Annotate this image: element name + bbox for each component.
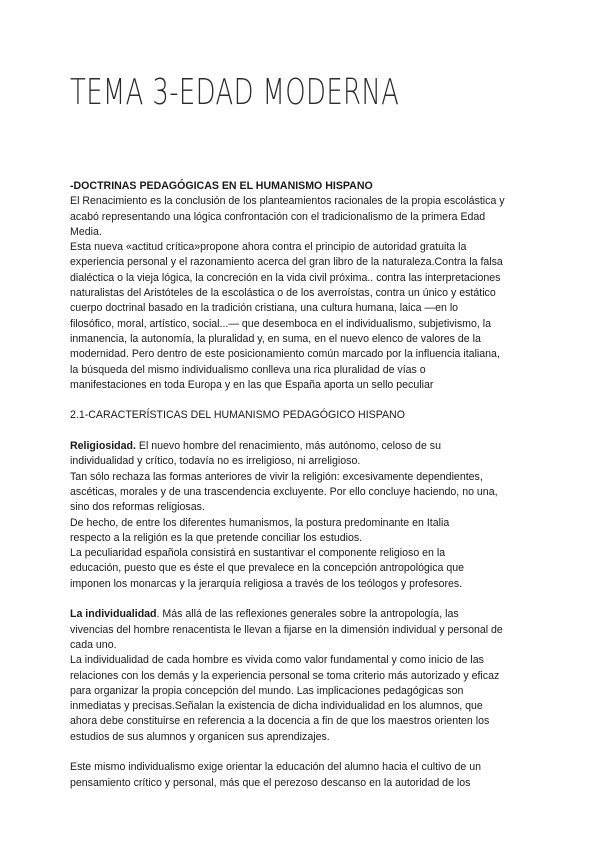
individualidad-first-line: [70, 607, 550, 622]
text-line: inmanencia, la autonomía, la pluralidad y, en suma, en el nuevo elenco de valores de la: [70, 332, 481, 345]
text-line: vivencias del hombre renacentista le llevan a fijarse en la dimensión individual y personal de: [70, 623, 503, 636]
text-line: dialéctica o la vieja lógica, la concreción en la vida civil próxima.. contra las interpretaciones: [70, 271, 501, 284]
section-doctrinas-paragraph: [70, 194, 550, 393]
text-line: Media.: [70, 225, 102, 238]
text-line: experiencia personal y el razonamiento acerca del gran libro de la naturaleza.Contra la falsa: [70, 256, 503, 269]
text-line: individualidad y crítico, todavía no es irreligioso, ni arreligioso.: [70, 455, 361, 468]
individualidad-label: La individualidad: [70, 608, 157, 621]
page-title: TEMA 3-EDAD MODERNA: [70, 72, 400, 113]
text-line: manifestaciones en toda Europa y en las que España aporta un sello peculiar: [70, 378, 434, 391]
text-line: cada uno.: [70, 638, 117, 651]
section-heading-caracteristicas: 2.1-CARACTERÍSTICAS DEL HUMANISMO PEDAGÓGICO HISPANO: [70, 409, 405, 422]
text-line: filosófico, moral, artístico, social...— que desemboca en el individualismo, subjetivismo, la: [70, 317, 491, 330]
text-line: imponen los monarcas y la jerarquía religiosa a través de los teólogos y profesores.: [70, 577, 463, 590]
text-line: acabó representando una lógica confrontación con el tradicionalismo de la primera Edad: [70, 210, 486, 223]
text-line: El Renacimiento es la conclusión de los planteamientos racionales de la propia escolástica y: [70, 195, 505, 208]
section-heading-doctrinas: -DOCTRINAS PEDAGÓGICAS EN EL HUMANISMO HISPANO: [70, 180, 373, 192]
text-line: ascéticas, morales y de una trascendencia excluyente. Por ello concluye haciendo, no una,: [70, 485, 498, 498]
text-line: cuerpo doctrinal basado en la tradición cristiana, una cultura humana, laica —en lo: [70, 302, 459, 315]
text-line: respecto a la religión es la que pretende conciliar los estudios.: [70, 531, 363, 544]
text-line: la búsqueda del mismo individualismo conlleva una rica pluralidad de vías o: [70, 363, 426, 376]
individualidad-paragraph: [70, 623, 550, 745]
text-line: naturalistas del Aristóteles de la escolástica o de los averroístas, contra un único y estático: [70, 287, 496, 300]
text-line: modernidad. Pero dentro de este posicionamiento común marcado por la influencia italiana,: [70, 348, 500, 361]
individualidad-first-text: . Más allá de las reflexiones generales sobre la antropología, las: [156, 608, 459, 621]
text-line: La peculiaridad española consistirá en sustantivar el componente religioso en la: [70, 547, 446, 560]
closing-paragraph: [70, 760, 550, 791]
text-line: ahora debe constituirse en referencia a la docencia a fin de que los maestros orienten los: [70, 715, 490, 728]
text-line: educación, puesto que es éste el que prevalece en la concepción antropológica que: [70, 562, 465, 575]
text-line: relaciones con los demás y la experiencia personal se toma criterio más autorizado y eficaz: [70, 669, 500, 682]
text-line: La individualidad de cada hombre es vivida como valor fundamental y como inicio de las: [70, 654, 484, 667]
text-line: Esta nueva «actitud crítica»propone ahora contra el principio de autoridad gratuita la: [70, 241, 467, 254]
religiosidad-first-text: El nuevo hombre del renacimiento, más autónomo, celoso de su: [135, 440, 441, 453]
religiosidad-label: Religiosidad.: [70, 440, 136, 453]
text-line: Tan sólo rechaza las formas anteriores de vivir la religión: excesivamente dependientes,: [70, 470, 483, 483]
text-line: inmediatas y precisas.Señalan la existencia de dicha individualidad en los alumnos, que: [70, 700, 483, 713]
text-line: estudios de sus alumnos y organicen sus aprendizajes.: [70, 730, 330, 743]
religiosidad-paragraph: [70, 454, 550, 592]
text-line: para organizar la propia concepción del mundo. Las implicaciones pedagógicas son: [70, 684, 464, 697]
document-body: [70, 179, 550, 791]
text-line: pensamiento crítico y personal, más que el perezoso descanso en la autoridad de los: [70, 776, 471, 789]
text-line: sino dos reformas religiosas.: [70, 501, 205, 514]
religiosidad-first-line: [70, 439, 550, 454]
text-line: Este mismo individualismo exige orientar la educación del alumno hacia el cultivo de un: [70, 761, 482, 774]
text-line: De hecho, de entre los diferentes humanismos, la postura predominante en Italia: [70, 516, 450, 529]
